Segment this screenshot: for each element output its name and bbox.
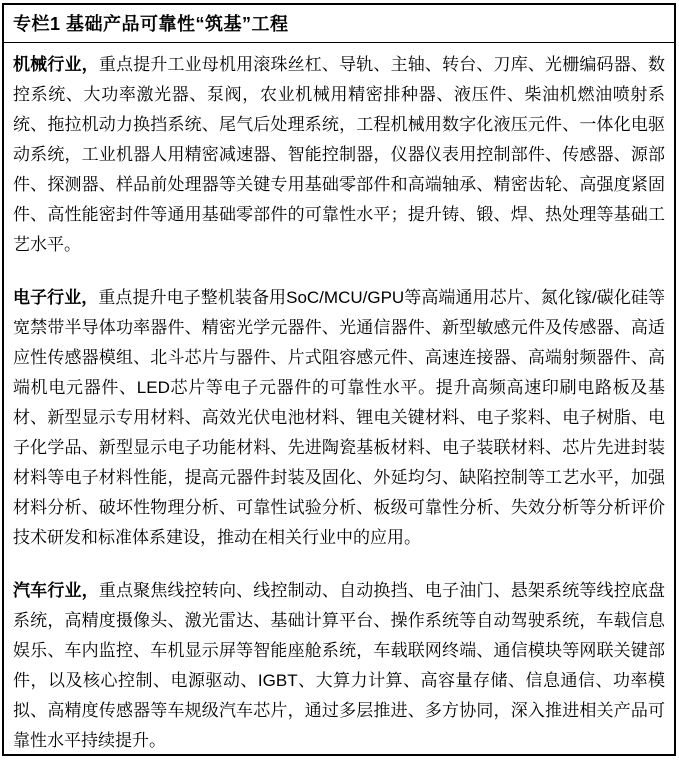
industry-separator: ， <box>81 288 99 307</box>
industry-separator: ， <box>81 55 99 74</box>
paragraph-text: 重点提升工业母机用滚珠丝杠、导轨、主轴、转台、刀库、光栅编码器、数控系统、大功率激光器、泵阀，农业机械用精密排种器、液压件、柴油机燃油喷射系统、拖拉机动力换挡系统、尾气后处理系统，工程机械用数字化液压元件、一体化电驱动系统，工业机器人用精密减速器、智能控制器，仪器仪表用控制部件、传感器、源部件、探测器、样品前处理器等关键专用基础零部件和高端轴承、精密齿轮、高强度紧固件、高性能密封件等通用基础零部件的可靠性水平；提升铸、锻、焊、热处理等基础工艺水平。 <box>13 55 666 254</box>
column-box <box>2 3 676 756</box>
paragraph-text: 重点提升电子整机装备用SoC/MCU/GPU等高端通用芯片、氮化镓/碳化硅等宽禁带半导体功率器件、精密光学元器件、光通信器件、新型敏感元件及传感器、高适应性传感器模组、北斗芯片与器件、片式阻容感元件、高速连接器、高端射频器件、高端机电元器件、LED芯片等电子元器件的可靠性水平。提升高频高速印刷电路板及基材、新型显示专用材料、高效光伏电池材料、锂电关键材料、电子浆料、电子树脂、电子化学品、新型显示电子功能材料、先进陶瓷基板材料、电子装联材料、芯片先进封装材料等电子材料性能，提高元器件封装及固化、外延均匀、缺陷控制等工艺水平，加强材料分析、破坏性物理分析、可靠性试验分析、板级可靠性分析、失效分析等分析评价技术研发和标准体系建设，推动在相关行业中的应用。 <box>13 288 666 547</box>
industry-label-automotive: 汽车行业 <box>13 581 82 600</box>
paragraph-automotive <box>13 576 665 754</box>
paragraph-electronics <box>13 283 665 553</box>
industry-label-machinery: 机械行业 <box>13 55 82 74</box>
paragraph-text: 重点聚焦线控转向、线控制动、自动换挡、电子油门、悬架系统等线控底盘系统，高精度摄像头、激光雷达、基础计算平台、操作系统等自动驾驶系统，车载信息娱乐、车内监控、车机显示屏等智能座舱系统，车载联网终端、通信模块等网联关键部件，以及核心控制、电源驱动、IGBT、大算力计算、高容量存储、信息通信、功率模拟、高精度传感器等车规级汽车芯片，通过多层推进、多方协同，深入推进相关产品可靠性水平持续提升。 <box>13 581 666 750</box>
industry-label-electronics: 电子行业 <box>13 288 82 307</box>
column-body <box>4 43 674 754</box>
column-title: 专栏1 基础产品可靠性“筑基”工程 <box>4 5 674 43</box>
industry-separator: ， <box>81 581 99 600</box>
paragraph-machinery <box>13 50 665 260</box>
